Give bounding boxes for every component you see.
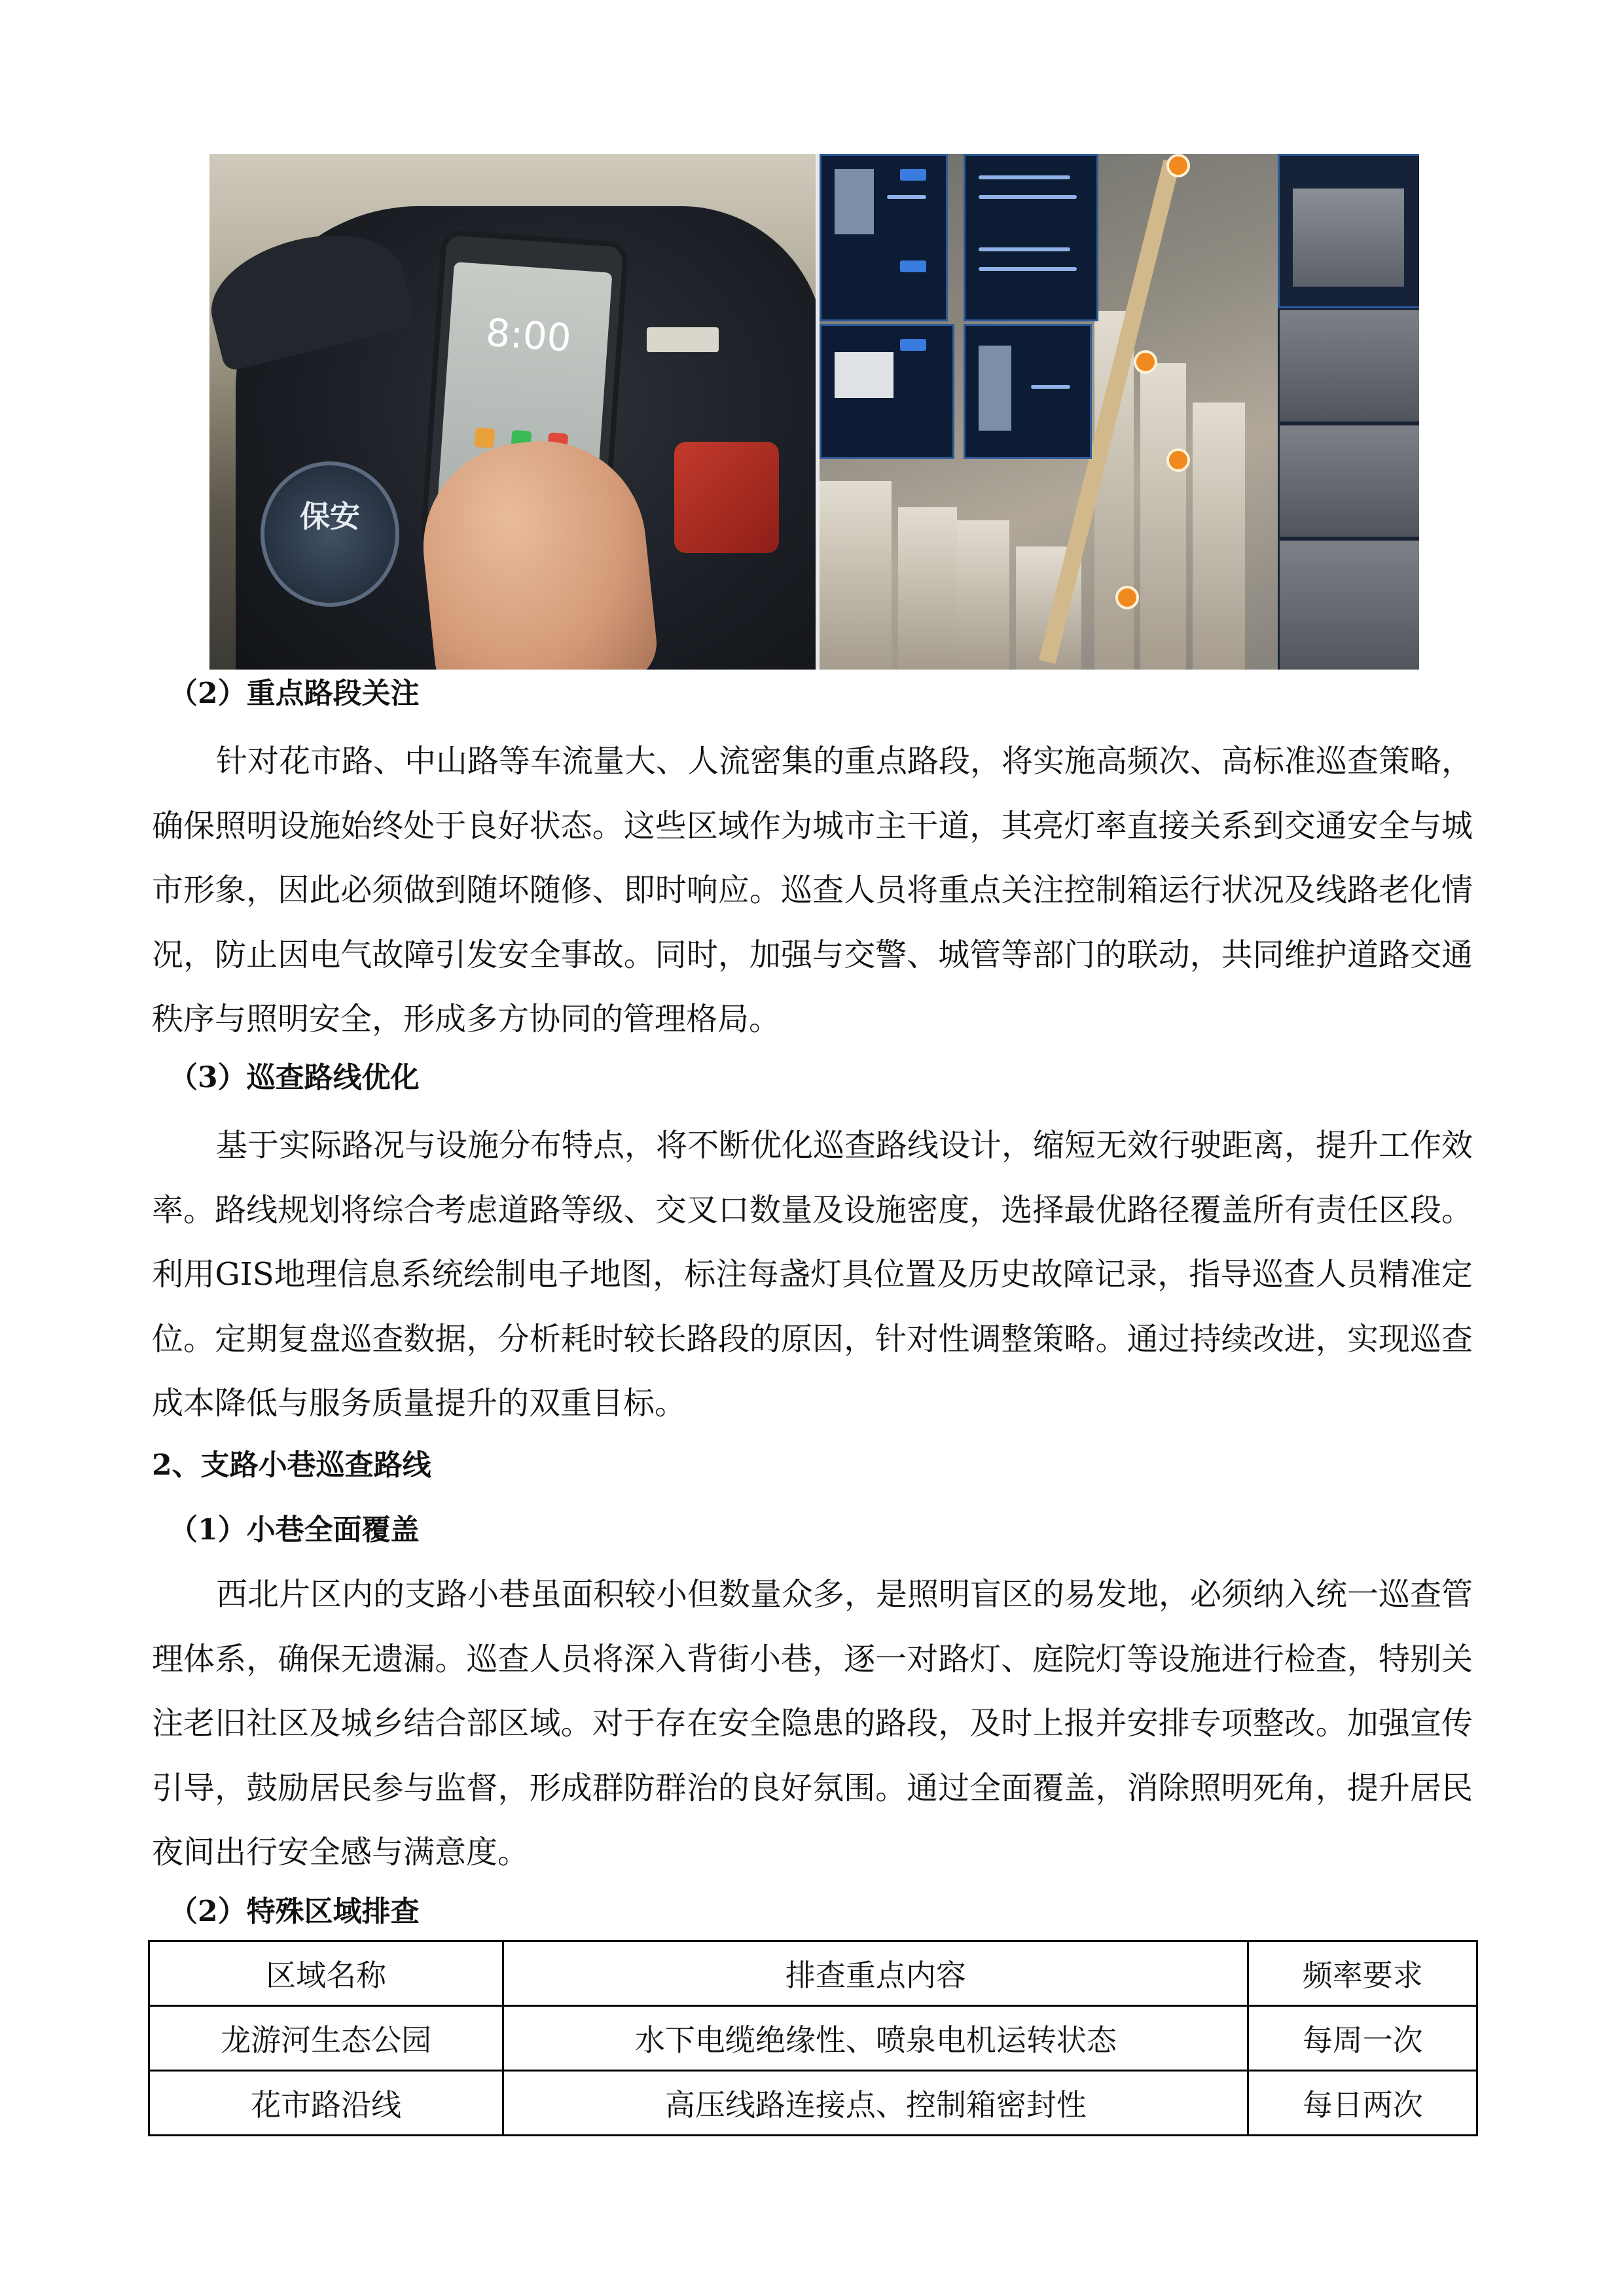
table-header-cell: 区域名称 [149,1941,503,2006]
inspection-table [148,1940,1478,2136]
dashboard-line [979,195,1077,199]
map-pin-icon [1166,448,1190,472]
dashboard-line [887,195,926,199]
person-snapshot [835,169,874,234]
dashboard-button [900,339,926,351]
table-cell: 水下电缆绝缘性、喷泉电机运转状态 [503,2006,1248,2071]
section-heading: （1）小巷全面覆盖 [169,1513,420,1547]
camera-feed [1278,423,1419,539]
flag-patch [674,442,779,553]
dashboard-panel [964,324,1092,459]
section-heading: （2）重点路段关注 [169,677,420,710]
camera-feed [1278,308,1419,423]
header-photo [209,154,1419,670]
section-heading: （3）巡查路线优化 [169,1061,420,1094]
section-paragraph: 基于实际路况与设施分布特点，将不断优化巡查路线设计，缩短无效行驶距离，提升工作效率。路线规划将综合考虑道路等级、交叉口数量及设施密度，选择最优路径覆盖所有责任区段。利用GIS地理信息系统绘制电子地图，标注每盏灯具位置及历史故障记录，指导巡查人员精准定位。定期复盘巡查数据，分析耗时较长路段的原因，针对性调整策略。通过持续改进，实现巡查成本降低与服务质量提升的双重目标。 [152,1127,1473,1422]
dashboard-button [900,260,926,272]
city-monitoring-photo [820,154,1419,670]
building [898,507,957,670]
dashboard-line [1031,385,1070,389]
dashboard-panel [820,324,954,459]
camera-feed-panel [1278,154,1419,308]
building [957,520,1009,670]
table-cell: 龙游河生态公园 [149,2006,503,2071]
section-paragraph: 西北片区内的支路小巷虽面积较小但数量众多，是照明盲区的易发地，必须纳入统一巡查管理体系，确保无遗漏。巡查人员将深入背街小巷，逐一对路灯、庭院灯等设施进行检查，特别关注老旧社区及城乡结合部区域。对于存在安全隐患的路段，及时上报并安排专项整改。加强宣传引导，鼓励居民参与监督，形成群防群治的良好氛围。通过全面覆盖，消除照明死角，提升居民夜间出行安全感与满意度。 [152,1576,1473,1871]
dashboard-panel [820,154,948,321]
security-badge [261,461,399,607]
table-header-row [149,1941,1477,2006]
section-heading: 2、支路小巷巡查路线 [152,1448,431,1482]
map-pin-icon [1115,586,1139,609]
phone-clock: 8:00 [484,310,573,361]
building [1193,403,1245,670]
badge-text: 保安 [300,499,360,534]
building [820,481,892,670]
table-header-cell: 排查重点内容 [503,1941,1248,2006]
dashboard-line [979,267,1077,271]
dashboard-line [979,175,1070,179]
person-snapshot [979,346,1011,431]
table-cell: 每日两次 [1248,2071,1477,2136]
dashboard-line [979,247,1070,251]
map-pin-icon [1134,350,1157,374]
security-guard-photo [209,154,816,670]
building [1140,363,1186,670]
app-icon [474,427,495,448]
section-paragraph: 针对花市路、中山路等车流量大、人流密集的重点路段，将实施高频次、高标准巡查策略，确保照明设施始终处于良好状态。这些区域作为城市主干道，其亮灯率直接关系到交通安全与城市形象，因此必须做到随坏随修、即时响应。巡查人员将重点关注控制箱运行状况及线路老化情况，防止因电气故障引发安全事故。同时，加强与交警、城管等部门的联动，共同维护道路交通秩序与照明安全，形成多方协同的管理格局。 [152,743,1473,1037]
camera-feed [1293,188,1404,287]
table-header-cell: 频率要求 [1248,1941,1477,2006]
dashboard-button [900,169,926,181]
section-heading: （2）特殊区域排查 [169,1895,420,1928]
map-pin-icon [1166,154,1190,177]
uniform-name-tag [647,327,719,352]
table-cell: 花市路沿线 [149,2071,503,2136]
vehicle-snapshot [835,352,893,398]
table-cell: 高压线路连接点、控制箱密封性 [503,2071,1248,2136]
dashboard-panel [964,154,1098,321]
table-row [149,2006,1477,2071]
table-row [149,2071,1477,2136]
table-cell: 每周一次 [1248,2006,1477,2071]
camera-feed [1278,539,1419,670]
